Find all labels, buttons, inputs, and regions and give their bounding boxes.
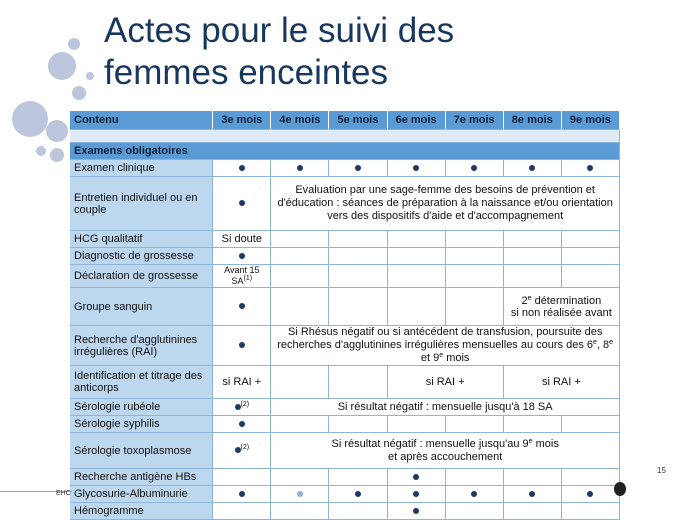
header-month: 4e mois xyxy=(271,111,329,130)
header-month: 5e mois xyxy=(329,111,387,130)
row-label: Recherche d'agglutinines irrégulières (RAI) xyxy=(70,326,213,366)
table-header-row xyxy=(70,111,620,130)
table-row xyxy=(70,177,620,231)
row-label: Examen clinique xyxy=(70,160,213,177)
table-row xyxy=(70,486,620,503)
required-dot-icon xyxy=(413,491,419,497)
row-label: Glycosurie-Albuminurie xyxy=(70,486,213,503)
required-dot-icon xyxy=(587,491,593,497)
prenatal-exams-table xyxy=(70,111,620,520)
section-row xyxy=(70,143,620,160)
required-dot-icon xyxy=(297,491,303,497)
decor-dot xyxy=(614,482,626,496)
required-dot-icon xyxy=(239,342,245,348)
required-dot-icon xyxy=(239,303,245,309)
table-row xyxy=(70,433,620,469)
required-dot-icon xyxy=(239,200,245,206)
footer-text: EHC xyxy=(56,490,71,497)
declaration-deadline: Avant 15 SA xyxy=(224,265,260,286)
header-contenu: Contenu xyxy=(70,111,213,130)
titrage-condition: si RAI + xyxy=(504,366,620,399)
row-label: HCG qualitatif xyxy=(70,231,213,248)
row-label: Entretien individuel ou en couple xyxy=(70,177,213,231)
decor-bubble xyxy=(12,101,48,137)
row-label: Groupe sanguin xyxy=(70,288,213,326)
required-dot-icon xyxy=(297,165,303,171)
titrage-condition: si RAI + xyxy=(213,366,271,399)
toxo-description: Si résultat négatif : mensuelle jusqu'au 9e mois et après accouchement xyxy=(271,433,620,469)
section-title: Examens obligatoires xyxy=(70,143,620,160)
required-dot-icon xyxy=(587,165,593,171)
page-number: 15 xyxy=(657,466,666,475)
row-label: Identification et titrage des anticorps xyxy=(70,366,213,399)
decor-bubble xyxy=(50,148,64,162)
required-dot-icon xyxy=(413,165,419,171)
header-month: 6e mois xyxy=(388,111,446,130)
required-dot-icon xyxy=(355,491,361,497)
decor-bubble xyxy=(48,52,76,80)
required-dot-icon xyxy=(413,474,419,480)
row-label: Déclaration de grossesse xyxy=(70,265,213,288)
slide-title-line-2: femmes enceintes xyxy=(104,53,389,92)
spacer-row xyxy=(70,130,620,143)
required-dot-icon xyxy=(239,491,245,497)
footnote-marker: (1) xyxy=(243,275,253,282)
decor-bubble xyxy=(46,120,68,142)
required-dot-icon xyxy=(529,165,535,171)
rai-description: Si Rhésus négatif ou si antécédent de transfusion, poursuite des recherches d'agglutinines irrégulières mensuelles au cours des 6e, 8e et 9e mois xyxy=(271,326,620,366)
groupe-second-determination: 2e détermination si non réalisée avant xyxy=(504,288,620,326)
table-row xyxy=(70,469,620,486)
entretien-description: Evaluation par une sage-femme des besoins de prévention et d'éducation : séances de préparation à la naissance et/ou orientation vers des dispositifs d'aide et d'accompagnement xyxy=(271,177,620,231)
header-month: 8e mois xyxy=(504,111,562,130)
header-month: 3e mois xyxy=(213,111,271,130)
hcg-condition: Si doute xyxy=(213,231,271,248)
row-label: Hémogramme xyxy=(70,503,213,520)
decor-bubble xyxy=(86,72,94,80)
row-label: Diagnostic de grossesse xyxy=(70,248,213,265)
footnote-marker: (2) xyxy=(240,444,250,451)
required-dot-icon xyxy=(355,165,361,171)
table-row xyxy=(70,265,620,288)
required-dot-icon xyxy=(471,165,477,171)
slide-title-line-1: Actes pour le suivi des xyxy=(104,11,455,50)
row-label: Sérologie toxoplasmose xyxy=(70,433,213,469)
required-dot-icon xyxy=(239,165,245,171)
required-dot-icon xyxy=(239,421,245,427)
row-label: Sérologie syphilis xyxy=(70,416,213,433)
required-dot-icon xyxy=(413,508,419,514)
footnote-marker: (2) xyxy=(240,400,250,408)
table-row xyxy=(70,248,620,265)
decor-bubble xyxy=(72,86,86,100)
table-row xyxy=(70,231,620,248)
decor-bubble xyxy=(68,38,80,50)
row-label: Sérologie rubéole xyxy=(70,399,213,416)
table-row xyxy=(70,326,620,366)
rubeole-description: Si résultat négatif : mensuelle jusqu'à 18 SA xyxy=(271,399,620,416)
table-row xyxy=(70,416,620,433)
row-label: Recherche antigène HBs xyxy=(70,469,213,486)
slide-title xyxy=(104,10,454,94)
table-row xyxy=(70,366,620,399)
table-row xyxy=(70,160,620,177)
required-dot-icon xyxy=(529,491,535,497)
table-row xyxy=(70,288,620,326)
header-month: 7e mois xyxy=(446,111,504,130)
table-row xyxy=(70,399,620,416)
header-month: 9e mois xyxy=(562,111,620,130)
required-dot-icon xyxy=(239,253,245,259)
table-row xyxy=(70,503,620,520)
decor-bubble xyxy=(36,146,46,156)
required-dot-icon xyxy=(471,491,477,497)
titrage-condition: si RAI + xyxy=(388,366,504,399)
